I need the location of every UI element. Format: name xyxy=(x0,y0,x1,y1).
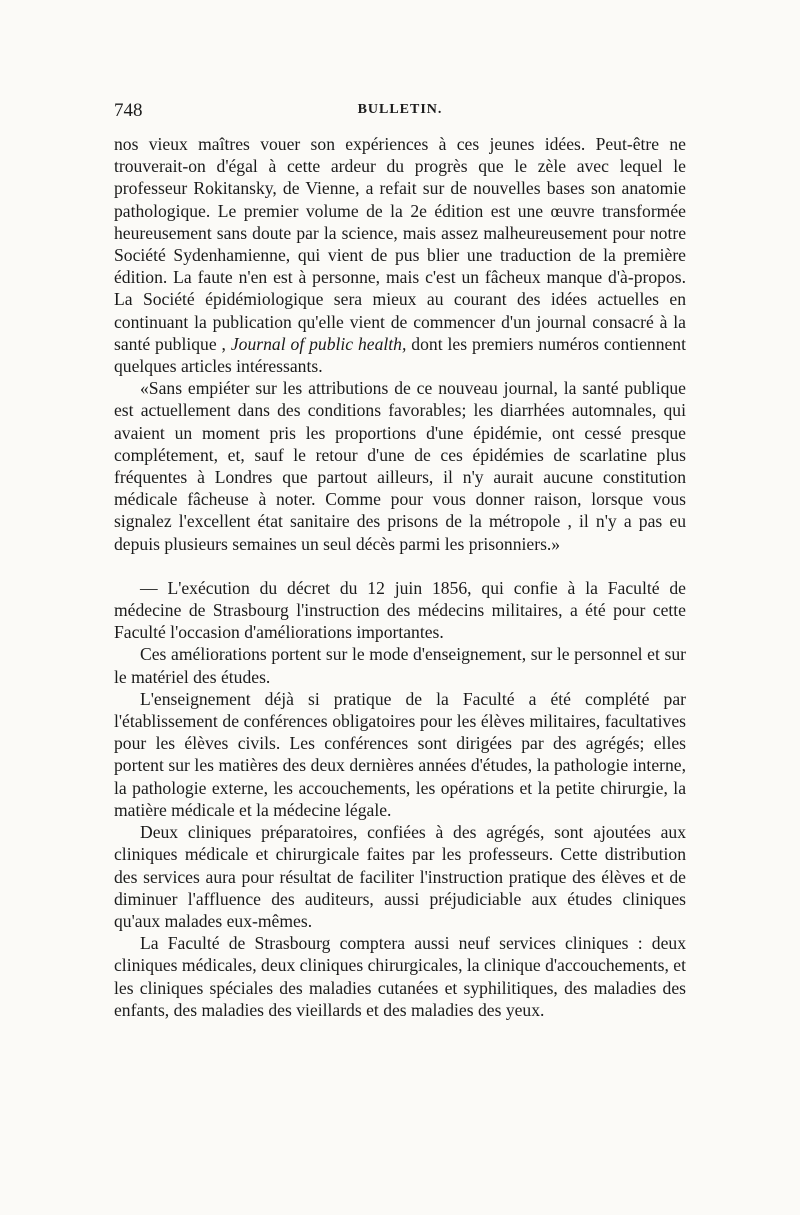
page-number: 748 xyxy=(114,100,143,121)
paragraph-decree: — L'exécution du décret du 12 juin 1856, qui confie à la Faculté de médecine de Strasbourg l'instruction des médecins militaires, a été pour cette Faculté l'occasion d'améliorations importantes. xyxy=(114,577,686,643)
journal-title-italic: Journal of public health, xyxy=(230,333,407,354)
paragraph-services-cliniques: La Faculté de Strasbourg comptera aussi neuf services cliniques : deux cliniques médicales, deux cliniques chirurgicales, la clinique d'accouchements, et les cliniques spéciales des maladies cutanées et syphilitiques, des maladies des enfants, des maladies des vieillards et des maladies des yeux. xyxy=(114,933,686,1020)
paragraph-quote: «Sans empiéter sur les attributions de ce nouveau journal, la santé publique est actuellement dans des conditions favorables; les diarrhées automnales, qui avaient un moment pris les proportions d'une épidémie, ont cessé presque complétement, et, sauf le retour d'une de ces épidémies de scarlatine plus fréquentes à Londres que partout ailleurs, il n'y aurait aucune constitution médicale fâcheuse à noter. Comme pour vous donner raison, lorsque vous signalez l'excellent état sanitaire des prisons de la métropole , il n'y a pas eu depuis plusieurs semaines un seul décès parmi les prisonniers.» xyxy=(114,378,686,554)
page-header xyxy=(114,100,686,124)
section-gap xyxy=(114,555,686,577)
paragraph-ameliorations: Ces améliorations portent sur le mode d'enseignement, sur le personnel et sur le matériel des études. xyxy=(114,644,686,687)
paragraph-enseignement: L'enseignement déjà si pratique de la Faculté a été complété par l'établissement de conférences obligatoires pour les élèves militaires, facultatives pour les élèves civils. Les conférences sont dirigées par des agrégés; elles portent sur les matières des deux dernières années d'études, la pathologie interne, la pathologie externe, les accouchements, les opérations et la petite chirurgie, la matière médicale et la médecine légale. xyxy=(114,688,686,820)
running-title: BULLETIN. xyxy=(357,102,443,117)
body-text xyxy=(114,133,686,1021)
paragraph-text: nos vieux maîtres vouer son expériences à ces jeunes idées. Peut-être ne trouverait-on d'égal à cette ardeur du progrès que le zèle avec lequel le professeur Rokitansky, de Vienne, a refait sur de nouvelles bases son anatomie pathologique. Le premier volume de la 2e édition est une œuvre transformée heureusement sans doute par la science, mais assez malheureusement pour notre Société Sydenhamienne, qui vient de pus blier une traduction de la première édition. La faute n'en est à personne, mais c'est un fâcheux manque d'à-propos. La Société épidémiologique sera mieux au courant des idées actuelles en continuant la publication qu'elle vient de commencer d'un journal consacré à la santé publique , xyxy=(114,134,686,354)
paragraph-text: dont les premiers numéros contiennent quelques articles intéressants. xyxy=(114,333,686,377)
paragraph-rokitansky xyxy=(114,133,686,377)
paragraph-cliniques-preparatoires: Deux cliniques préparatoires, confiées à des agrégés, sont ajoutées aux cliniques médicale et chirurgicale faites par les professeurs. Cette distribution des services aura pour résultat de faciliter l'instruction pratique des élèves et de diminuer l'affluence des auditeurs, aussi préjudiciable aux études cliniques qu'aux malades eux-mêmes. xyxy=(114,822,686,931)
